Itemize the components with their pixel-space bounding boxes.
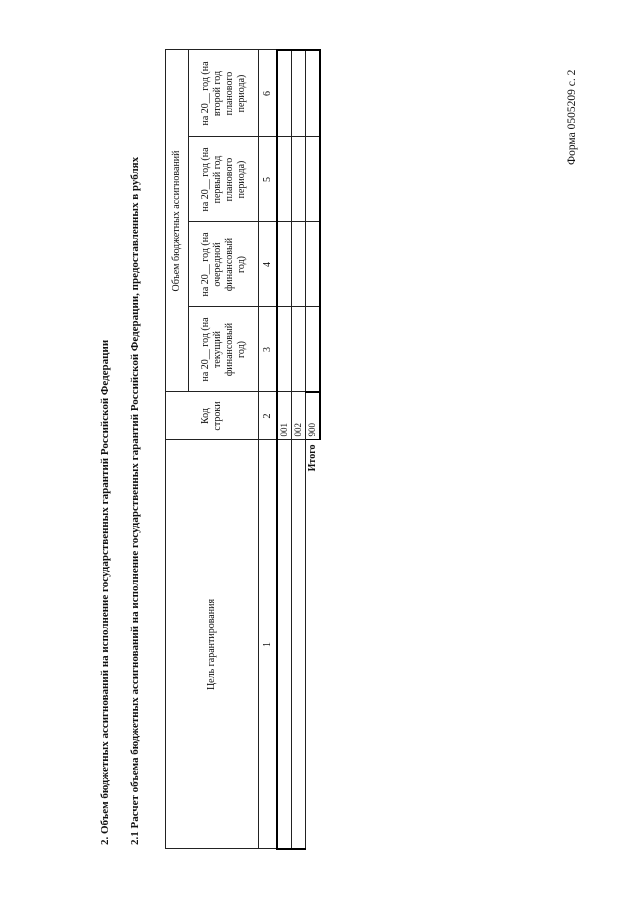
total-value-cell[interactable] [306,222,321,307]
goal-cell[interactable] [277,440,292,849]
total-value-cell[interactable] [306,50,321,137]
goal-cell[interactable] [292,440,306,849]
header-goal: Цель гарантирования [166,440,259,849]
subsection-title: 2.1 Расчет объема бюджетных ассигнований на исполнение государственных гарантий Российской Федерации, предоставленных в рублях [129,156,141,845]
value-cell[interactable] [292,307,306,392]
col-number-3: 3 [259,307,278,392]
budget-table [165,49,321,850]
row-code-cell: 001 [277,392,292,440]
col-number-6: 6 [259,50,278,137]
value-cell[interactable] [277,137,292,222]
value-cell[interactable] [292,222,306,307]
table-row [292,50,306,849]
header-plan-year-2: на 20__ год (на второй год планового периода) [189,50,259,137]
section-title: 2. Объем бюджетных ассигнований на исполнение государственных гарантий Российской Федерации [99,339,111,845]
row-code-cell: 002 [292,392,306,440]
col-number-1: 1 [259,440,278,849]
header-next-year: на 20__ год (на очередной финансовый год) [189,222,259,307]
value-cell[interactable] [292,137,306,222]
total-value-cell[interactable] [306,137,321,222]
header-current-year: на 20__ год (на текущий финансовый год) [189,307,259,392]
table-row [277,50,292,849]
form-code: Форма 0505209 с. 2 [566,69,578,165]
value-cell[interactable] [277,222,292,307]
header-plan-year-1: на 20__ год (на первый год планового периода) [189,137,259,222]
value-cell[interactable] [277,50,292,137]
value-cell[interactable] [277,307,292,392]
header-volume-group: Объем бюджетных ассигнований [166,50,189,392]
col-number-4: 4 [259,222,278,307]
value-cell[interactable] [292,50,306,137]
total-value-cell[interactable] [306,307,321,392]
total-row [306,50,321,849]
header-row-code: Код строки [166,392,259,440]
col-number-5: 5 [259,137,278,222]
total-code-cell: 900 [306,392,321,440]
col-number-2: 2 [259,392,278,440]
total-label: Итого [307,444,318,472]
